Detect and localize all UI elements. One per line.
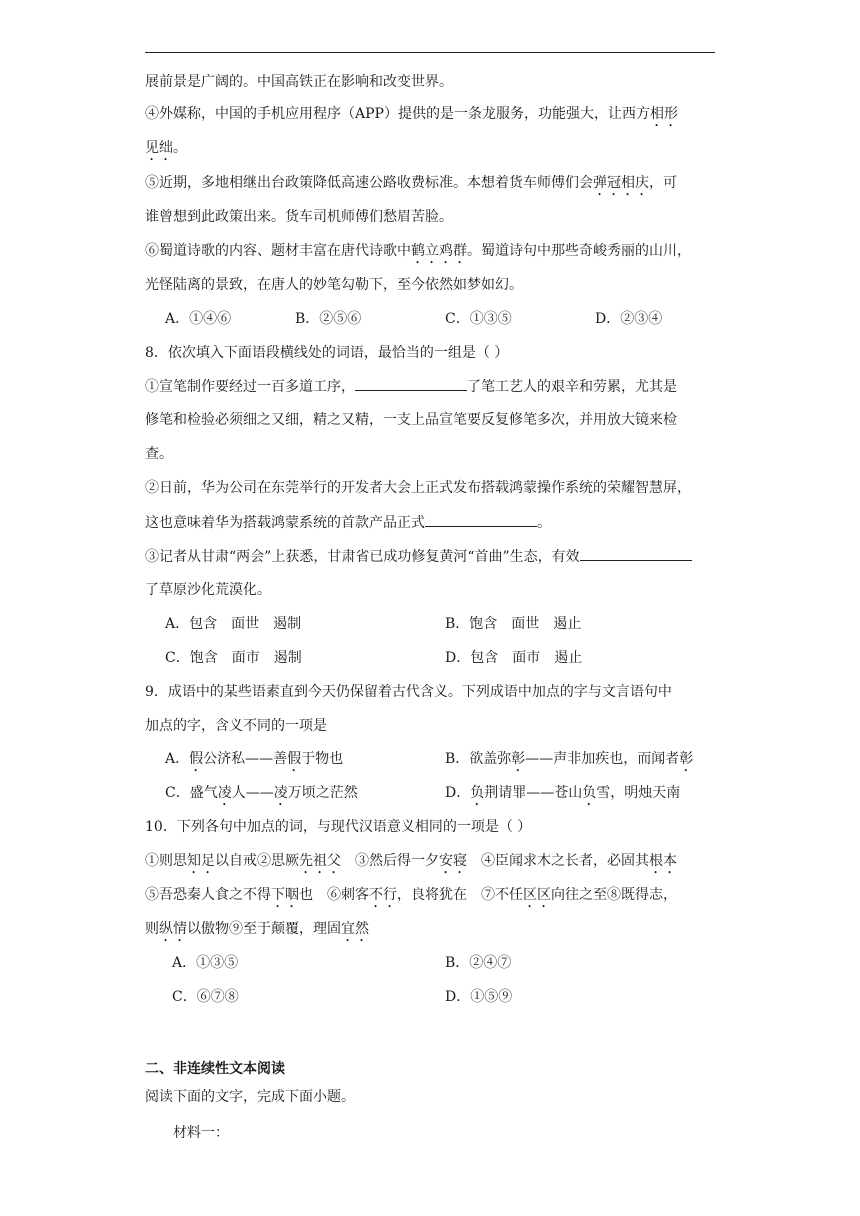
question-10: 10．下列各句中加点的词，与现代汉语意义相同的一项是（ ） xyxy=(145,819,532,835)
text-line: ②日前，华为公司在东莞举行的开发者大会上正式发布搭载鸿蒙操作系统的荣耀智慧屏， xyxy=(145,480,691,496)
header-rule xyxy=(145,52,715,53)
text-line: 加点的字，含义不同的一项是 xyxy=(145,718,327,734)
option-b[interactable]: B．②④⑦ xyxy=(445,955,512,971)
text-line: 见绌。 xyxy=(145,140,187,156)
option-b[interactable]: B．饱含 面世 遏止 xyxy=(445,616,582,632)
text-line: ⑤近期，多地相继出台政策降低高速公路收费标准。本想着货车师傅们会弹冠相庆，可 xyxy=(145,175,677,191)
question-8: 8．依次填入下面语段横线处的词语，最恰当的一组是（ ） xyxy=(145,345,509,361)
answer-blank[interactable] xyxy=(355,376,467,391)
option-a[interactable]: A．包含 面世 遏制 xyxy=(165,616,302,632)
text-line: ①宣笔制作要经过一百多道工序， 了笔工艺人的艰辛和劳累，尤其是 xyxy=(145,376,677,397)
answer-blank[interactable] xyxy=(580,546,692,561)
question-9: 9．成语中的某些语素直到今天仍保留着古代含义。下列成语中加点的字与文言语句中 xyxy=(145,684,672,700)
text-line: 阅读下面的文字，完成下面小题。 xyxy=(145,1089,355,1105)
answer-blank[interactable] xyxy=(425,512,537,527)
option-a[interactable]: A．假公济私——善假于物也 xyxy=(165,751,344,767)
text-line: 修笔和检验必须细之又细，精之又精，一支上品宣笔要反复修笔多次，并用放大镜来检 xyxy=(145,412,677,428)
option-d[interactable]: D．①⑤⑨ xyxy=(445,989,513,1005)
option-b[interactable]: B．欲盖弥彰——声非加疾也，而闻者彰 xyxy=(445,751,694,767)
text-line: 则纵情以傲物⑨至于颠覆，理固宜然 xyxy=(145,921,369,937)
option-a[interactable]: A．①③⑤ xyxy=(172,955,239,971)
option-d[interactable]: D．包含 面市 遏止 xyxy=(445,650,583,666)
option-a[interactable]: A．①④⑥ xyxy=(165,311,232,327)
text-line: 了草原沙化荒漠化。 xyxy=(145,582,271,598)
section-heading: 二、非连续性文本阅读 xyxy=(145,1061,285,1077)
text-line: ①则思知足以自戒②思厥先祖父 ③然后得一夕安寝 ④臣闻求木之长者，必固其根本 xyxy=(145,853,677,869)
text-line: ③记者从甘肃“两会”上获悉，甘肃省已成功修复黄河“首曲”生态，有效 xyxy=(145,546,692,567)
text-line: ⑥蜀道诗歌的内容、题材丰富在唐代诗歌中鹤立鸡群。蜀道诗句中那些奇峻秀丽的山川， xyxy=(145,243,691,259)
option-c[interactable]: C．饱含 面市 遏制 xyxy=(165,650,302,666)
option-c[interactable]: C．盛气凌人——凌万顷之茫然 xyxy=(165,785,358,801)
text-line: 查。 xyxy=(145,446,173,462)
option-b[interactable]: B．②⑤⑥ xyxy=(295,311,362,327)
text-line: ⑤吾恐秦人食之不得下咽也 ⑥刺客不行，良将犹在 ⑦不任区区向往之至⑧既得志， xyxy=(145,887,677,903)
option-c[interactable]: C．①③⑤ xyxy=(445,311,512,327)
text-line: ④外媒称，中国的手机应用程序（APP）提供的是一条龙服务，功能强大，让西方相形 xyxy=(145,106,678,122)
material-label: 材料一： xyxy=(173,1125,229,1141)
text-line: 这也意味着华为搭载鸿蒙系统的首款产品正式 。 xyxy=(145,512,551,533)
option-c[interactable]: C．⑥⑦⑧ xyxy=(172,989,239,1005)
text-line: 谁曾想到此政策出来。货车司机师傅们愁眉苦脸。 xyxy=(145,209,453,225)
text-line: 展前景是广阔的。中国高铁正在影响和改变世界。 xyxy=(145,74,453,90)
option-d[interactable]: D．②③④ xyxy=(595,311,663,327)
option-d[interactable]: D．负荆请罪——苍山负雪，明烛天南 xyxy=(445,785,681,801)
text-line: 光怪陆离的景致，在唐人的妙笔勾勒下，至今依然如梦如幻。 xyxy=(145,277,523,293)
